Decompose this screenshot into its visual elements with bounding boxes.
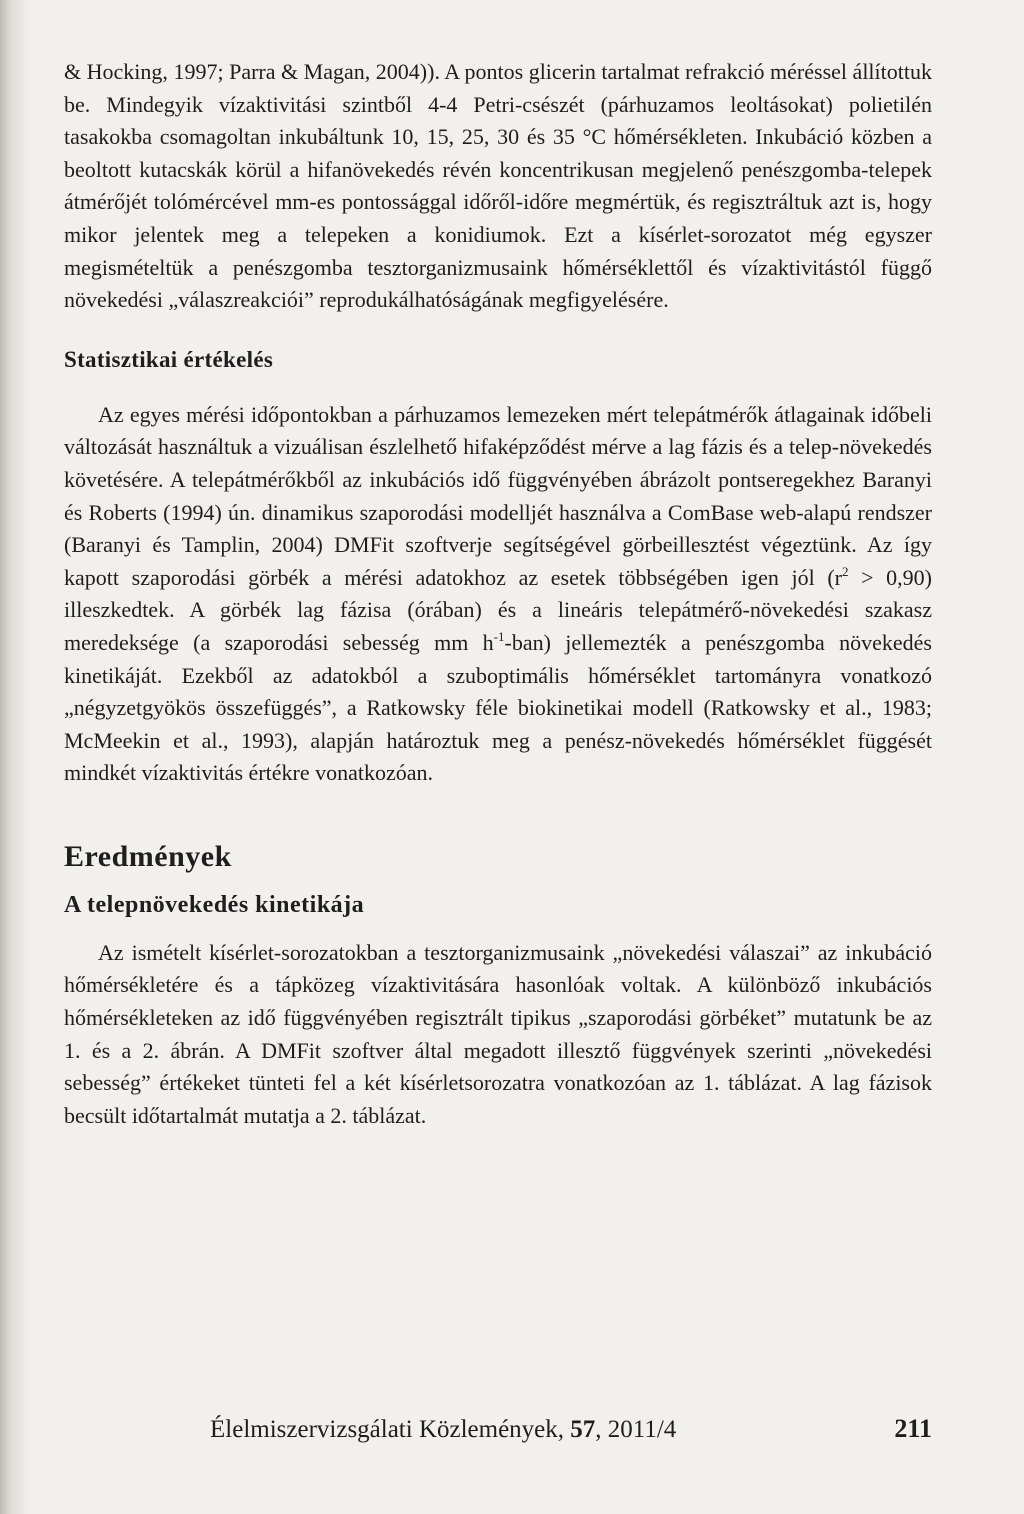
statistics-text-part3: -ban) jellemezték a penészgomba növekedés kinetikáját. Ezekből az adatokból a szuboptimális hőmérséklet tartományra vonatkozó „négyzetgyökös összefüggés”, a Ratkowsky féle biokinetikai modell (Ratkowsky et al., 1983; McMeekin et al., 1993), alapján határoztuk meg a penész-növekedés hőmérséklet függését mindkét vízaktivitás értékre vonatkozóan. (64, 629, 932, 786)
page-number: 211 (894, 1414, 932, 1443)
page-footer (210, 1414, 932, 1444)
journal-volume: 57 (570, 1416, 596, 1443)
statistics-text-part2: > 0,90) illeszkedtek. A görbék lag fázisa (órában) és a lineáris telepátmérő-növekedési szakasz meredeksége (a szaporodási sebesség mm h (64, 564, 933, 655)
per-hour-superscript: -1 (493, 628, 505, 644)
journal-name: Élelmiszervizsgálati Közlemények, (210, 1416, 571, 1443)
r-squared-superscript: 2 (842, 563, 849, 579)
growth-kinetics-subheading: A telepnövekedés kinetikája (64, 891, 365, 918)
journal-citation (210, 1416, 676, 1444)
journal-issue: , 2011/4 (595, 1416, 677, 1443)
results-paragraph: Az ismételt kísérlet-sorozatokban a tesztorganizmusaink „növekedési válaszai” az inkubáció hőmérsékletére és a tápközeg vízaktivitására hasonlóak voltak. A különböző inkubációs hőmérsékleteken az idő függvényében regisztrált tipikus „szaporodási görbéket” mutatunk be az 1. és a 2. ábrán. A DMFit szoftver által megadott illesztő függvények szerinti „növekedési sebesség” értékeket tünteti fel a két kísérletsorozatra vonatkozóan az 1. táblázat. A lag fázisok becsült időtartalmát mutatja a 2. táblázat. (64, 939, 932, 1128)
page-content (64, 56, 932, 1132)
statistics-heading: Statisztikai értékelés (64, 346, 274, 372)
page-binding-edge (0, 0, 30, 1514)
results-heading: Eredmények (64, 839, 232, 873)
methods-paragraph: & Hocking, 1997; Parra & Magan, 2004)). A pontos glicerin tartalmat refrakció méréssel állítottuk be. Mindegyik vízaktivitási szintből 4-4 Petri-csészét (párhuzamos leoltásokat) polietilén tasakokba csomagoltan inkubáltunk 10, 15, 25, 30 és 35 °C hőmérsékleten. Inkubáció közben a beoltott kutacskák körül a hifanövekedés révén koncentrikusan megjelenő penészgomba-telepek átmérőjét tolómércével mm-es pontossággal időről-időre megmértük, és regisztráltuk azt is, hogy mikor jelentek meg a telepeken a konidiumok. Ezt a kísérlet-sorozatot még egyszer megismételtük a penészgomba tesztorganizmusaink hőmérséklettől és vízaktivitástól függő növekedési „válaszreakciói” reprodukálhatóságának megfigyelésére. (64, 59, 932, 313)
statistics-paragraph (64, 399, 932, 790)
statistics-text-part1: Az egyes mérési időpontokban a párhuzamos lemezeken mért telepátmérők átlagainak időbeli változását használtuk a vizuálisan észlelhető hifaképződést mérve a lag fázis és a telep-növekedés követésére. A telepátmérőkből az inkubációs idő függvényében ábrázolt pontseregekhez Baranyi és Roberts (1994) ún. dinamikus szaporodási modelljét használva a ComBase web-alapú rendszer (Baranyi és Tamplin, 2004) DMFit szoftverje segítségével görbeillesztést végeztünk. Az így kapott szaporodási görbék a mérési adatokhoz az esetek többségében igen jól (r (64, 401, 932, 590)
